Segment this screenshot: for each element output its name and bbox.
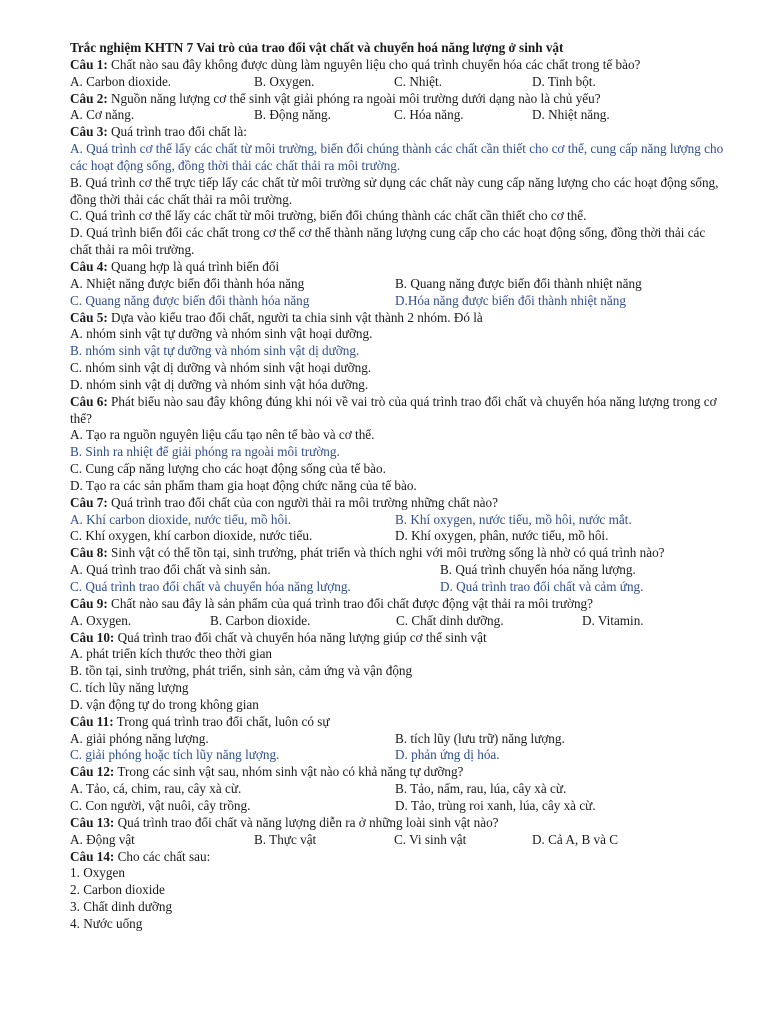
question-1 — [70, 57, 728, 74]
question-text: Nguồn năng lượng cơ thể sinh vật giải phóng ra ngoài môi trường dưới dạng nào là chủ yếu? — [111, 90, 601, 106]
question-label: Câu 2: — [70, 90, 108, 106]
option-b: B. Sinh ra nhiệt để giải phóng ra ngoài môi trường. — [70, 444, 340, 460]
question-label: Câu 3: — [70, 124, 108, 140]
options-row — [70, 579, 728, 596]
option-d: D. Tinh bột. — [532, 73, 596, 89]
option-b: B. tồn tại, sinh trưởng, phát triển, sinh sản, cảm ứng và vận động — [70, 663, 413, 679]
list-item: 4. Nước uống — [70, 915, 143, 931]
list-item: 3. Chất dinh dưỡng — [70, 899, 173, 915]
options-row — [70, 798, 728, 815]
option-a: A. Oxygen. — [70, 612, 132, 628]
option-b: B. Thực vật — [254, 831, 317, 847]
option-a: A. Tảo, cá, chim, rau, cây xà cừ. — [70, 781, 242, 797]
option-a: A. Quá trình trao đổi chất và sinh sản. — [70, 562, 271, 578]
option-c: C. Cung cấp năng lượng cho các hoạt động sống của tế bào. — [70, 461, 386, 477]
question-label: Câu 5: — [70, 309, 108, 325]
option-b: B. Tảo, nấm, rau, lúa, cây xà cừ. — [395, 781, 567, 797]
option-a: A. Tạo ra nguồn nguyên liệu cấu tạo nên tế bào và cơ thể. — [70, 427, 375, 443]
option-c: C. tích lũy năng lượng — [70, 680, 189, 696]
option-c: C. Con người, vật nuôi, cây trồng. — [70, 797, 251, 813]
option-b: B. Quang năng được biến đổi thành nhiệt năng — [395, 275, 642, 291]
option-d: D.Hóa năng được biến đổi thành nhiệt năng — [395, 292, 626, 308]
question-label: Câu 8: — [70, 545, 108, 561]
option-c: C. Quá trình trao đổi chất và chuyển hóa năng lượng. — [70, 579, 351, 594]
option-a: A. Carbon dioxide. — [70, 73, 172, 89]
options-row — [70, 781, 728, 798]
option-c: C. Quá trình cơ thể lấy các chất từ môi trường, biến đổi chúng thành các chất cần thiết cho cơ thể. — [70, 208, 587, 224]
option-b: B. Động năng. — [254, 107, 331, 123]
option-d: D. Vitamin. — [582, 612, 644, 628]
question-8 — [70, 545, 728, 562]
question-label: Câu 9: — [70, 595, 108, 611]
question-text: Quá trình trao đổi chất của con người thải ra môi trường những chất nào? — [111, 494, 498, 510]
question-label: Câu 13: — [70, 814, 115, 830]
question-text: Quá trình trao đổi chất và năng lượng diễn ra ở những loài sinh vật nào? — [117, 814, 499, 830]
option-c: C. Hóa năng. — [394, 107, 464, 123]
question-text: Sinh vật có thể tồn tại, sinh trưởng, phát triển và thích nghi với môi trường sống là nhờ có quá trình nào? — [111, 545, 665, 561]
question-text: Quá trình trao đổi chất là: — [111, 124, 247, 140]
option-c: C. giải phóng hoặc tích lũy năng lượng. — [70, 747, 280, 763]
option-d: D. Tạo ra các sản phẩm tham gia hoạt động chức năng của tế bào. — [70, 477, 417, 493]
list-item: 2. Carbon dioxide — [70, 882, 165, 898]
option-c: C. Nhiệt. — [394, 73, 442, 89]
option-b: B. Quá trình chuyển hóa năng lượng. — [440, 562, 636, 578]
question-label: Câu 12: — [70, 764, 115, 780]
question-text: Dựa vào kiểu trao đổi chất, người ta chia sinh vật thành 2 nhóm. Đó là — [111, 309, 483, 325]
question-text: Cho các chất sau: — [117, 848, 211, 864]
option-d: D. Tảo, trùng roi xanh, lúa, cây xà cừ. — [395, 797, 596, 813]
option-c: C. Vi sinh vật — [394, 831, 467, 847]
option-d: D. vận động tự do trong không gian — [70, 696, 259, 712]
question-text: Quang hợp là quá trình biến đổi — [111, 258, 280, 274]
question-label: Câu 1: — [70, 56, 108, 72]
options-row — [70, 74, 728, 91]
option-b: B. nhóm sinh vật tự dưỡng và nhóm sinh vật dị dưỡng. — [70, 343, 360, 359]
options-row — [70, 747, 728, 764]
list-item: 1. Oxygen — [70, 865, 125, 881]
question-label: Câu 14: — [70, 848, 115, 864]
question-text: Phát biểu nào sau đây không đúng khi nói về vai trò của quá trình trao đổi chất và chuyển hóa năng lượng trong cơ thể? — [70, 393, 717, 426]
option-b: B. Khí oxygen, nước tiểu, mồ hôi, nước mắt. — [395, 511, 632, 527]
option-c: C. nhóm sinh vật dị dưỡng và nhóm sinh vật hoại dưỡng. — [70, 360, 372, 376]
option-a: A. Nhiệt năng được biến đổi thành hóa năng — [70, 275, 305, 291]
options-row — [70, 512, 728, 529]
option-a: A. nhóm sinh vật tự dưỡng và nhóm sinh vật hoại dưỡng. — [70, 326, 373, 342]
option-a: A. phát triển kích thước theo thời gian — [70, 646, 273, 662]
question-2 — [70, 91, 728, 108]
question-label: Câu 10: — [70, 629, 115, 645]
option-d: D. Cả A, B và C — [532, 831, 619, 847]
question-label: Câu 7: — [70, 494, 108, 510]
option-b: B. tích lũy (lưu trữ) năng lượng. — [395, 730, 565, 746]
option-b: B. Carbon dioxide. — [210, 612, 311, 628]
question-13 — [70, 815, 728, 832]
question-3 — [70, 124, 728, 141]
option-d: D. phản ứng dị hóa. — [395, 747, 500, 763]
question-label: Câu 4: — [70, 258, 108, 274]
option-a: A. Quá trình cơ thể lấy các chất từ môi trường, biến đổi chúng thành các chất cần thiết cho cơ thể, cung cấp năng lượng cho các hoạt động sống, đồng thời thải các chất thải ra môi trường. — [70, 141, 724, 173]
option-a: A. Cơ năng. — [70, 107, 135, 123]
question-text: Trong quá trình trao đổi chất, luôn có sự — [116, 713, 330, 729]
option-b: B. Quá trình cơ thể trực tiếp lấy các chất từ môi trường sử dụng các chất này cung cấp năng lượng cho các hoạt động sống, đồng thời thải các chất thải ra môi trường. — [70, 174, 719, 207]
options-row — [70, 276, 728, 293]
question-text: Chất nào sau đây không được dùng làm nguyên liệu cho quá trình chuyển hóa các chất trong tế bào? — [111, 56, 641, 72]
question-9 — [70, 596, 728, 613]
options-row — [70, 731, 728, 748]
option-b: B. Oxygen. — [254, 73, 315, 89]
question-14 — [70, 849, 728, 866]
options-row — [70, 613, 728, 630]
option-d: D. Quá trình biến đổi các chất trong cơ thể cơ thể thành năng lượng cung cấp cho các hoạt động sống, đồng thời thải các chất thải ra môi trường. — [70, 225, 706, 258]
options-row — [70, 528, 728, 545]
question-text: Quá trình trao đổi chất và chuyển hóa năng lượng giúp cơ thể sinh vật — [117, 629, 487, 645]
option-a: A. giải phóng năng lượng. — [70, 730, 209, 746]
question-text: Chất nào sau đây là sản phẩm của quá trình trao đổi chất được động vật thải ra môi trường? — [111, 595, 594, 611]
option-d: D. Khí oxygen, phân, nước tiểu, mồ hôi. — [395, 528, 609, 544]
option-c: C. Quang năng được biến đổi thành hóa năng — [70, 292, 310, 308]
options-row — [70, 562, 728, 579]
option-d: D. Nhiệt năng. — [532, 107, 610, 123]
question-4 — [70, 259, 728, 276]
question-label: Câu 6: — [70, 393, 108, 409]
options-row — [70, 107, 728, 124]
options-row — [70, 293, 728, 310]
question-10 — [70, 630, 728, 647]
option-d: D. Quá trình trao đổi chất và cảm ứng. — [440, 579, 644, 594]
options-row — [70, 832, 728, 849]
document-title: Trắc nghiệm KHTN 7 Vai trò của trao đổi vật chất và chuyển hoá năng lượng ở sinh vật — [70, 40, 564, 55]
question-12 — [70, 764, 728, 781]
question-5 — [70, 310, 728, 327]
option-a: A. Khí carbon dioxide, nước tiểu, mồ hôi. — [70, 511, 292, 527]
question-7 — [70, 495, 728, 512]
question-6 — [70, 394, 728, 428]
option-c: C. Khí oxygen, khí carbon dioxide, nước tiểu. — [70, 528, 313, 544]
option-c: C. Chất dinh dưỡng. — [396, 612, 504, 628]
option-d: D. nhóm sinh vật dị dưỡng và nhóm sinh vật hóa dưỡng. — [70, 376, 369, 392]
option-a: A. Động vật — [70, 831, 135, 847]
question-label: Câu 11: — [70, 713, 114, 729]
question-text: Trong các sinh vật sau, nhóm sinh vật nào có khả năng tự dưỡng? — [117, 764, 464, 780]
question-11 — [70, 714, 728, 731]
